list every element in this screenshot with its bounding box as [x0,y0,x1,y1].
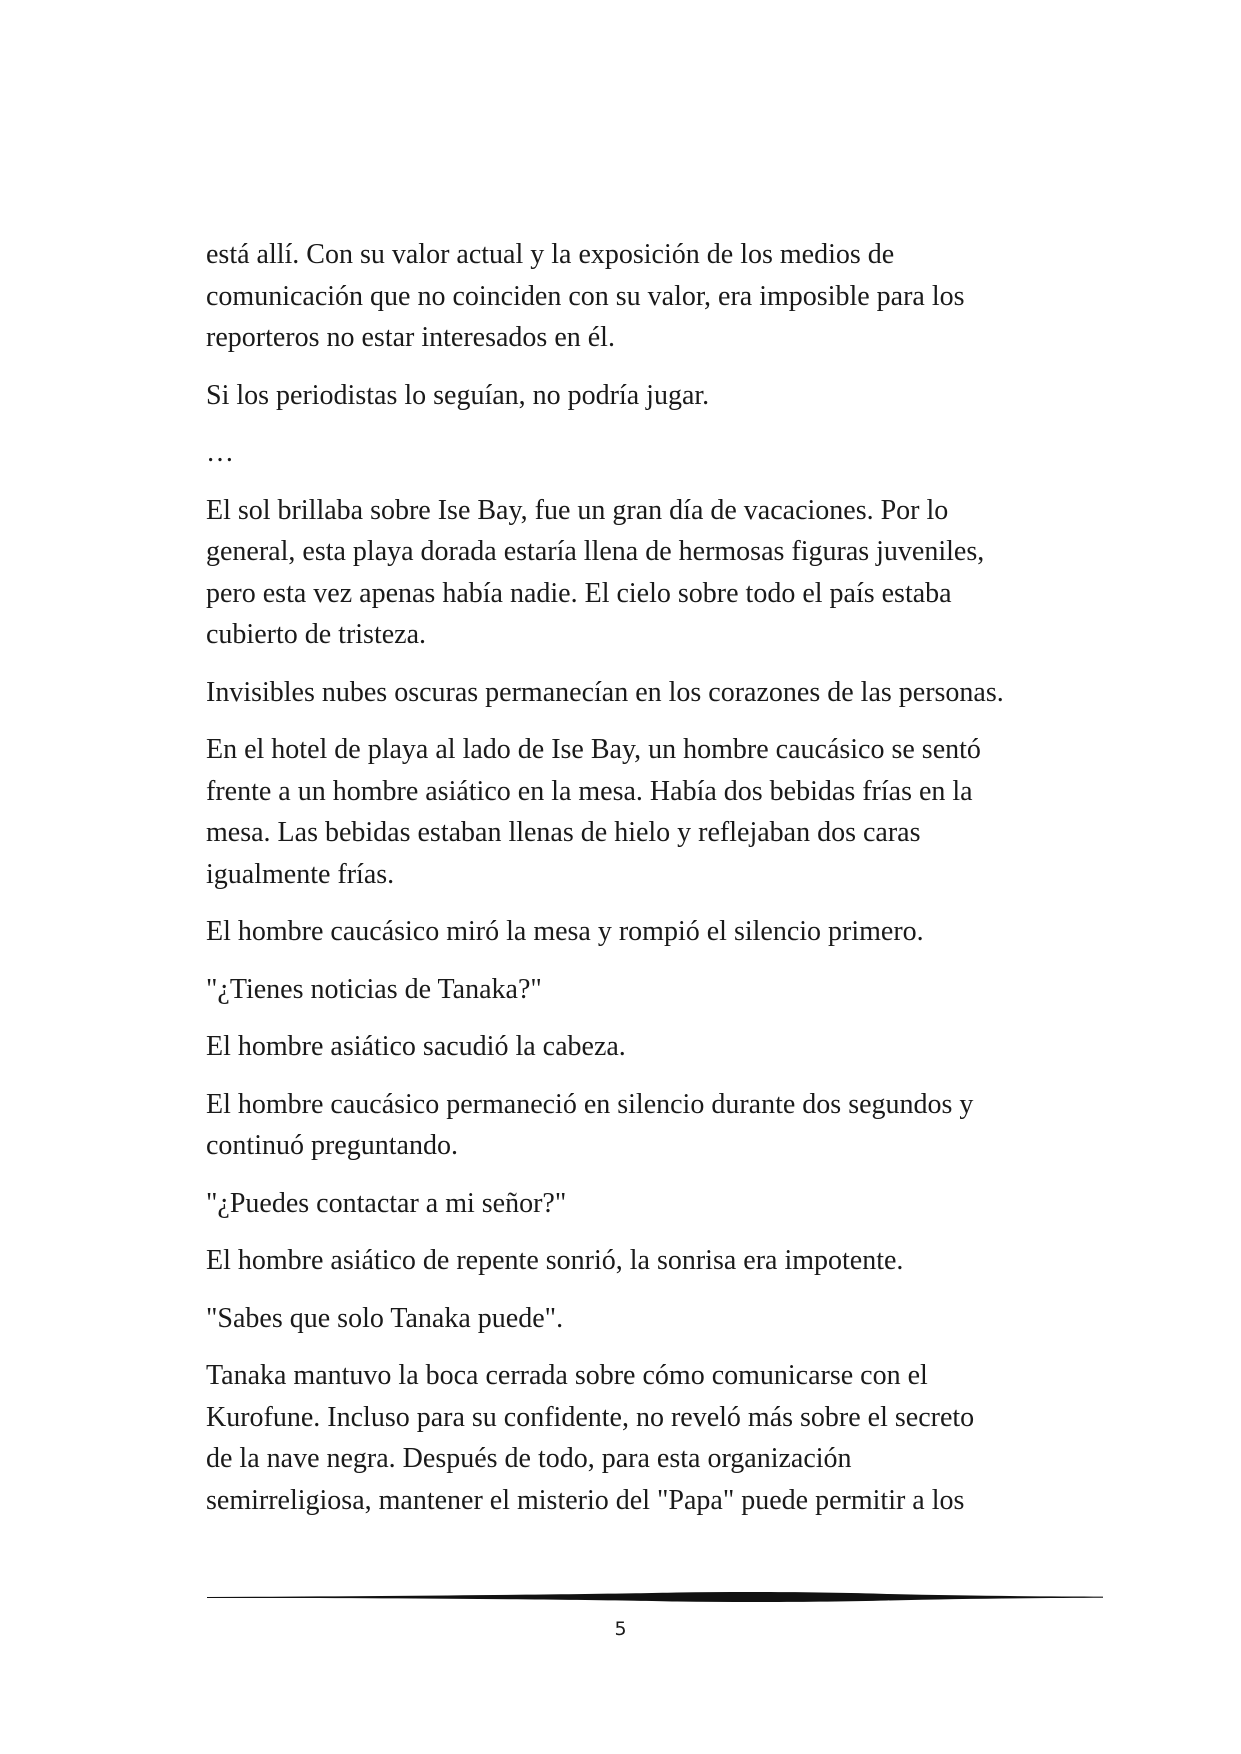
text-line: El hombre asiático sacudió la cabeza. [206,1031,626,1062]
text-line: En el hotel de playa al lado de Ise Bay, un hombre caucásico se sentó [206,734,981,765]
text-line: igualmente frías. [206,858,395,890]
paragraph [206,1355,1056,1521]
paragraph [206,1240,1056,1282]
text-line: frente a un hombre asiático en la mesa. Había dos bebidas frías en la [206,775,973,807]
text-line: … [206,437,234,468]
scene-break [206,432,1056,474]
text-line: pero esta vez apenas había nadie. El cielo sobre todo el país estaba [206,577,952,609]
text-line: reporteros no estar interesados en él. [206,322,615,353]
text-line: cubierto de tristeza. [206,619,427,650]
paragraph [206,1026,1056,1068]
paragraph [206,375,1056,417]
text-line: Kurofune. Incluso para su confidente, no reveló más sobre el secreto [206,1401,975,1433]
text-line: Si los periodistas lo seguían, no podría jugar. [206,379,710,411]
paragraph [206,729,1056,895]
paragraph [206,234,1056,359]
text-line: continuó preguntando. [206,1130,458,1161]
paragraph [206,672,1056,714]
text-line: El hombre caucásico miró la mesa y rompió el silencio primero. [206,916,924,947]
dialogue-line [206,1298,1056,1340]
text-line: El hombre asiático de repente sonrió, la sonrisa era impotente. [206,1245,904,1276]
page-number: 5 [614,1618,627,1640]
paragraph [206,490,1056,656]
text-line: de la nave negra. Después de todo, para esta organización [206,1443,852,1474]
text-line: El sol brillaba sobre Ise Bay, fue un gran día de vacaciones. Por lo [206,494,949,526]
footer-rule [207,1590,1103,1604]
body-text [206,234,1056,1537]
text-line: está allí. Con su valor actual y la exposición de los medios de [206,239,895,270]
dialogue-line [206,1183,1056,1225]
dialogue-line [206,969,1056,1011]
text-line: Tanaka mantuvo la boca cerrada sobre cómo comunicarse con el [206,1360,928,1391]
text-line: El hombre caucásico permaneció en silencio durante dos segundos y [206,1088,974,1120]
text-line: Invisibles nubes oscuras permanecían en los corazones de las personas. [206,676,1004,708]
paragraph [206,911,1056,953]
text-line: "¿Puedes contactar a mi señor?" [206,1187,567,1219]
text-line: "Sabes que solo Tanaka puede". [206,1302,564,1334]
text-line: semirreligiosa, mantener el misterio del "Papa" puede permitir a los [206,1484,965,1516]
text-line: mesa. Las bebidas estaban llenas de hielo y reflejaban dos caras [206,817,921,848]
text-line: comunicación que no coinciden con su valor, era imposible para los [206,280,965,312]
paragraph [206,1084,1056,1167]
text-line: "¿Tienes noticias de Tanaka?" [206,973,542,1005]
text-line: general, esta playa dorada estaría llena de hermosas figuras juveniles, [206,536,985,567]
